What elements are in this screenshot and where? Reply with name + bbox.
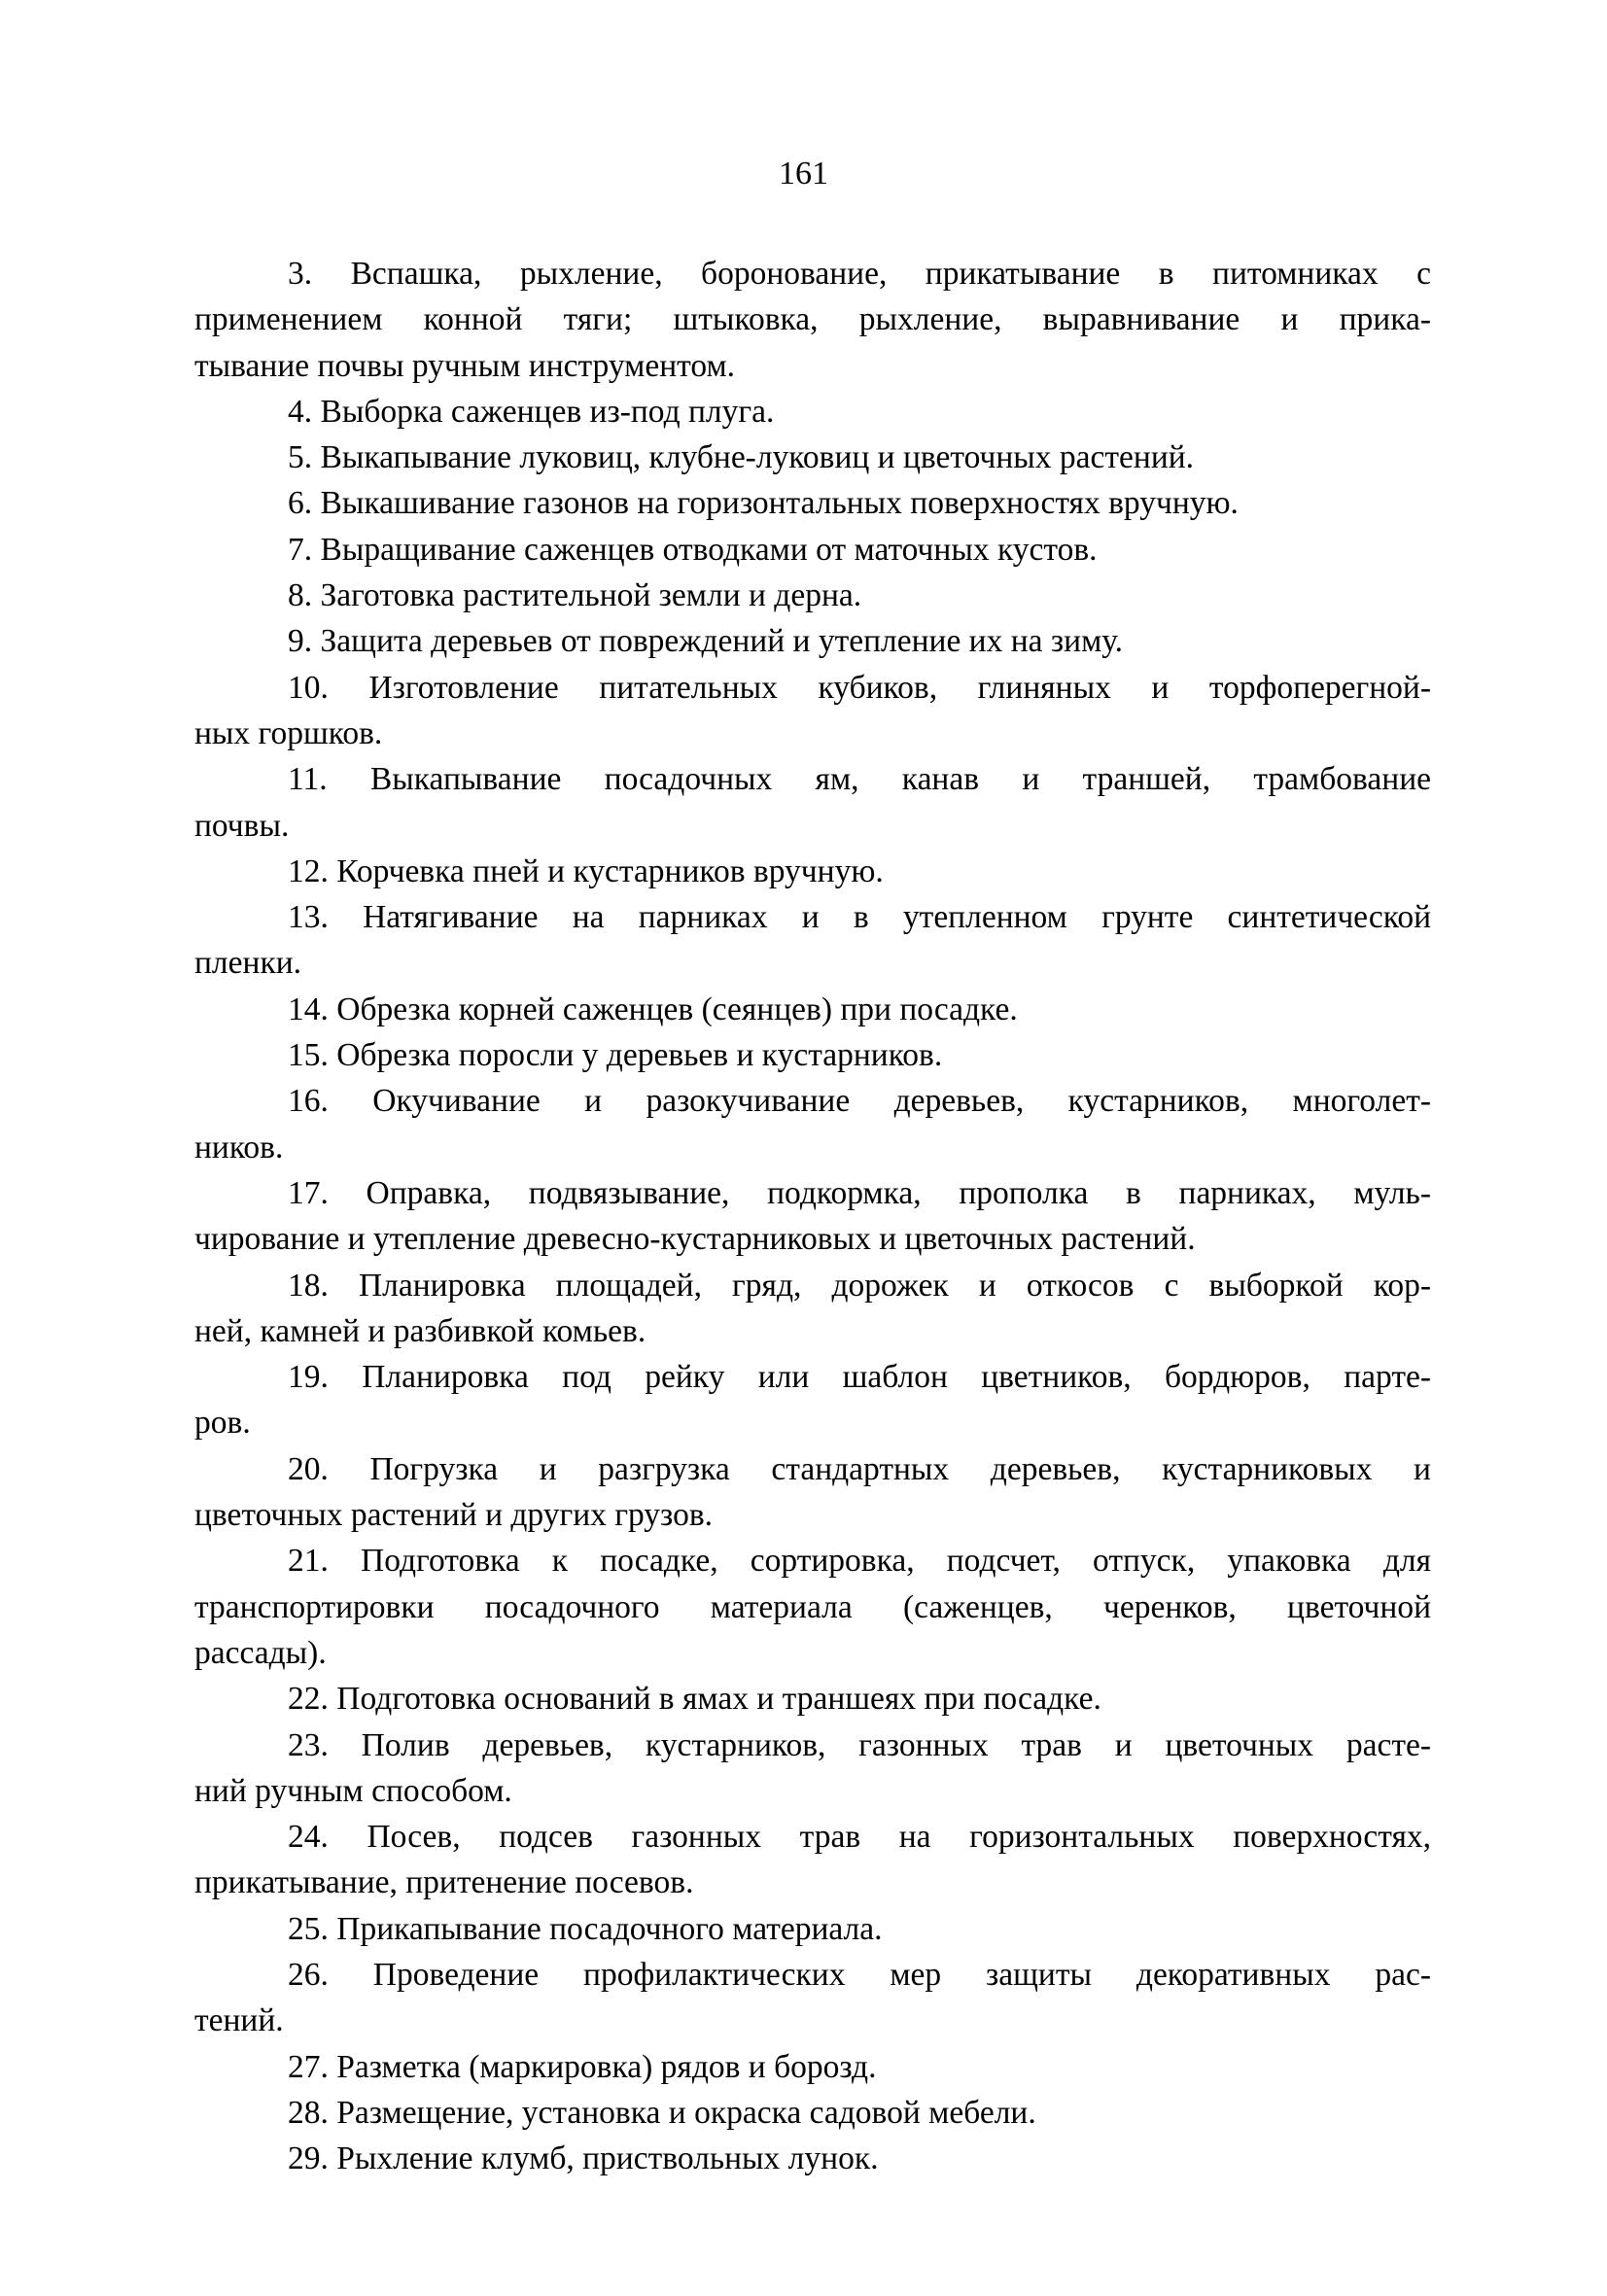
- list-item-line: 20. Погрузка и разгрузка стандартных деревьев, кустарниковых и: [288, 1450, 1431, 1487]
- list-item-line: 18. Планировка площадей, гряд, дорожек и откосов с выборкой кор-: [288, 1267, 1431, 1304]
- list-item: [194, 1538, 1431, 1676]
- list-item: [194, 1722, 1431, 1815]
- list-item-line: 8. Заготовка растительной земли и дерна.: [288, 577, 862, 614]
- list-item: [194, 2136, 1431, 2181]
- list-item-line: чирование и утепление древесно-кустарниковых и цветочных растений.: [194, 1221, 1196, 1258]
- list-item-line: 26. Проведение профилактических мер защиты декоративных рас-: [288, 1956, 1431, 1993]
- list-item-line: 19. Планировка под рейку или шаблон цветников, бордюров, парте-: [288, 1359, 1431, 1396]
- list-item-line: ний ручным способом.: [194, 1772, 512, 1809]
- list-item-line: 15. Обрезка поросли у деревьев и кустарников.: [288, 1037, 943, 1074]
- list-item-line: 7. Выращивание саженцев отводками от маточных кустов.: [288, 531, 1098, 568]
- list-item-line: почвы.: [194, 807, 290, 844]
- list-item-line: 24. Посев, подсев газонных трав на горизонтальных поверхностях,: [288, 1819, 1431, 1856]
- page-number: 161: [779, 156, 828, 191]
- list-item-line: ников.: [194, 1129, 284, 1165]
- list-item-line: 5. Выкапывание луковиц, клубне-луковиц и цветочных растений.: [288, 439, 1195, 476]
- list-item-line: тывание почвы ручным инструментом.: [194, 347, 736, 384]
- list-item: [194, 251, 1431, 389]
- list-item: [194, 894, 1431, 987]
- list-item-line: 23. Полив деревьев, кустарников, газонных трав и цветочных расте-: [288, 1726, 1431, 1763]
- list-item: [194, 1676, 1431, 1722]
- list-item-line: 14. Обрезка корней саженцев (сеянцев) при посадке.: [288, 991, 1018, 1027]
- list-item-line: 25. Прикапывание посадочного материала.: [288, 1910, 883, 1947]
- list-item: [194, 618, 1431, 664]
- list-item: [194, 665, 1431, 757]
- list-item-line: применением конной тяги; штыковка, рыхление, выравнивание и прика-: [194, 301, 1431, 338]
- list-item-line: прикатывание, притенение посевов.: [194, 1864, 694, 1901]
- list-item: [194, 1078, 1431, 1170]
- list-item-line: 28. Размещение, установка и окраска садовой мебели.: [288, 2094, 1036, 2131]
- list-item: [194, 1814, 1431, 1906]
- list-item: [194, 2044, 1431, 2090]
- list-item-line: 17. Оправка, подвязывание, подкормка, прополка в парниках, муль-: [288, 1174, 1431, 1211]
- list-item: [194, 1032, 1431, 1078]
- list-item: [194, 389, 1431, 435]
- list-item-line: пленки.: [194, 945, 302, 982]
- list-item-line: 29. Рыхление клумб, приствольных лунок.: [288, 2140, 879, 2177]
- list-item-line: тений.: [194, 2002, 284, 2039]
- list-item: [194, 435, 1431, 480]
- list-item: [194, 480, 1431, 526]
- list-item-line: 9. Защита деревьев от повреждений и утепление их на зиму.: [288, 623, 1124, 660]
- list-item: [194, 987, 1431, 1032]
- list-item-line: ных горшков.: [194, 714, 383, 751]
- list-item-line: рассады).: [194, 1634, 327, 1671]
- list-item-line: 10. Изготовление питательных кубиков, глиняных и торфоперегной-: [288, 669, 1431, 706]
- list-item-line: 22. Подготовка оснований в ямах и траншеях при посадке.: [288, 1681, 1101, 1718]
- list-item-line: 27. Разметка (маркировка) рядов и борозд.: [288, 2048, 877, 2085]
- list-item: [194, 1170, 1431, 1263]
- list-item-line: 16. Окучивание и разокучивание деревьев, кустарников, многолет-: [288, 1083, 1431, 1120]
- list-item-line: 11. Выкапывание посадочных ям, канав и траншей, трамбование: [288, 761, 1431, 798]
- list-item-line: ней, камней и разбивкой комьев.: [194, 1312, 646, 1349]
- list-item: [194, 1952, 1431, 2044]
- list-item-line: транспортировки посадочного материала (саженцев, черенков, цветочной: [194, 1588, 1431, 1625]
- document-body: [194, 251, 1431, 2181]
- list-item-line: 12. Корчевка пней и кустарников вручную.: [288, 852, 884, 889]
- list-item-line: 3. Вспашка, рыхление, боронование, прикатывание в питомниках с: [288, 256, 1431, 292]
- list-item: [194, 1446, 1431, 1539]
- list-item: [194, 1906, 1431, 1952]
- list-item: [194, 2090, 1431, 2136]
- list-item-line: цветочных растений и других грузов.: [194, 1497, 714, 1534]
- list-item: [194, 1263, 1431, 1355]
- list-item: [194, 527, 1431, 573]
- list-item: [194, 1354, 1431, 1446]
- list-item-line: 21. Подготовка к посадке, сортировка, подсчет, отпуск, упаковка для: [288, 1543, 1431, 1580]
- list-item-line: 13. Натягивание на парниках и в утепленном грунте синтетической: [288, 899, 1431, 936]
- list-item: [194, 756, 1431, 849]
- list-item-line: ров.: [194, 1405, 251, 1442]
- list-item-line: 4. Выборка саженцев из-под плуга.: [288, 393, 775, 430]
- list-item-line: 6. Выкашивание газонов на горизонтальных поверхностях вручную.: [288, 485, 1239, 522]
- list-item: [194, 573, 1431, 618]
- list-item: [194, 849, 1431, 894]
